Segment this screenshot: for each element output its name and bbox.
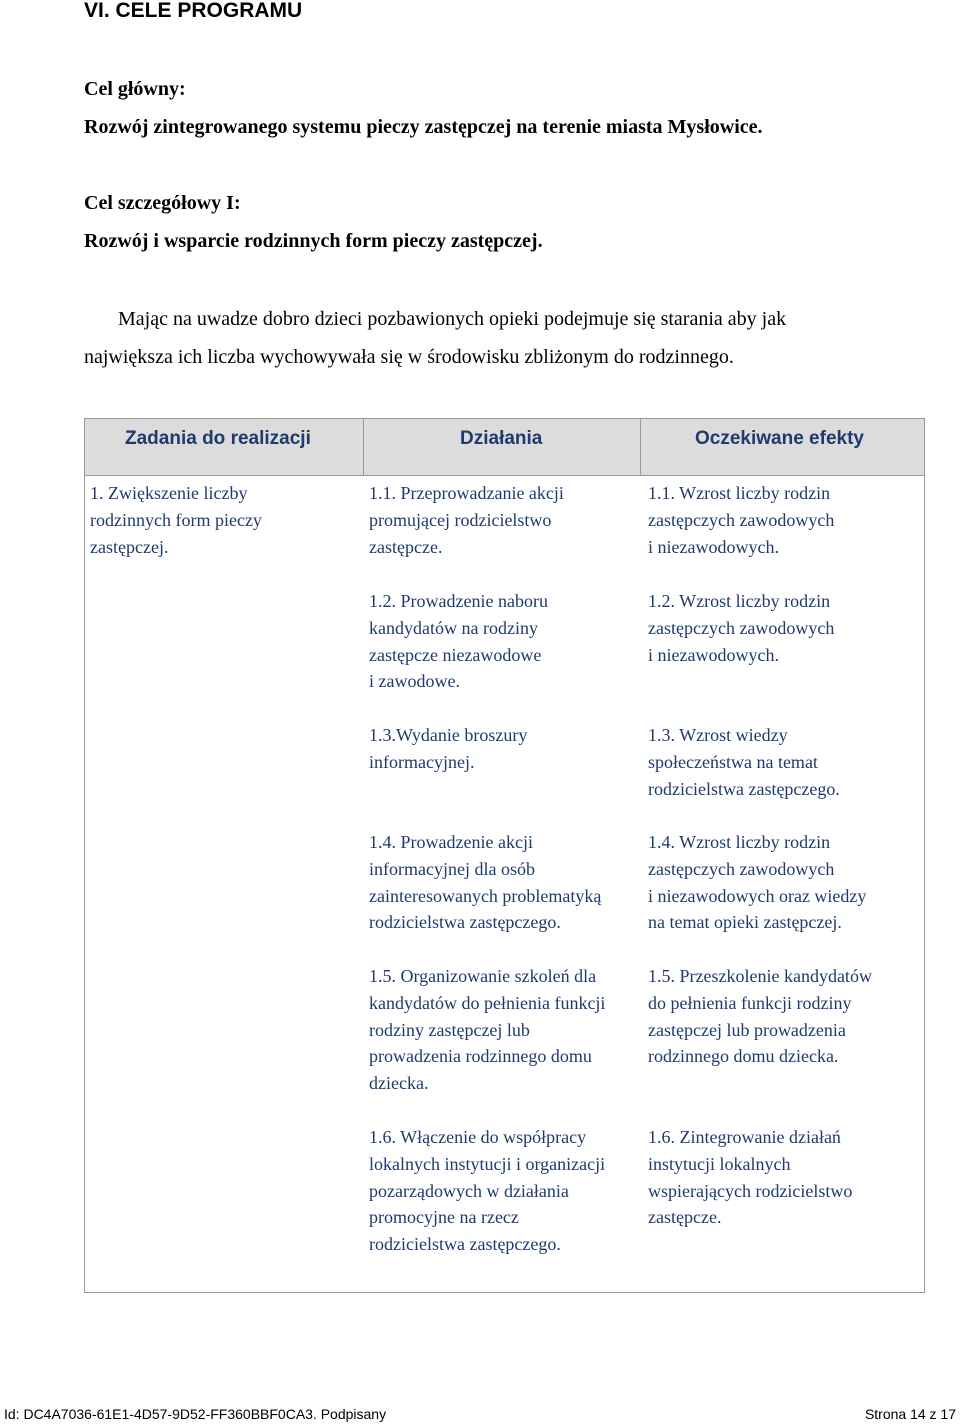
- header-divider: [640, 419, 641, 475]
- action-item: [369, 588, 548, 695]
- effect-line: rodzicielstwa zastępczego.: [648, 778, 840, 799]
- action-line: zastępcze niezawodowe: [369, 644, 542, 665]
- action-line: 1.3.Wydanie broszury: [369, 725, 528, 745]
- main-goal-text: Rozwój zintegrowanego systemu pieczy zastępczej na terenie miasta Mysłowice.: [84, 116, 763, 138]
- action-line: lokalnych instytucji i organizacji: [369, 1153, 606, 1174]
- effect-line: 1.5. Przeszkolenie kandydatów: [648, 966, 872, 986]
- intro-line: Mając na uwadze dobro dzieci pozbawionych opieki podejmuje się starania aby jak: [118, 308, 787, 330]
- specific-goal-label: Cel szczegółowy I:: [84, 192, 241, 214]
- effect-item: [648, 588, 834, 668]
- effect-line: zastępczych zawodowych: [648, 509, 835, 530]
- action-line: rodziny zastępczej lub: [369, 1019, 530, 1040]
- goals-table: [84, 418, 925, 1293]
- effect-line: instytucji lokalnych: [648, 1153, 791, 1174]
- column-header-tasks: Zadania do realizacji: [125, 428, 311, 449]
- action-line: 1.4. Prowadzenie akcji: [369, 832, 533, 852]
- task-cell: [90, 480, 262, 560]
- effect-item: [648, 963, 872, 1070]
- effect-item: [648, 480, 834, 560]
- action-line: 1.6. Włączenie do współpracy: [369, 1127, 587, 1147]
- intro-line: największa ich liczba wychowywała się w środowisku zbliżonym do rodzinnego.: [84, 346, 734, 368]
- effect-line: rodzinnego domu dziecka.: [648, 1046, 839, 1067]
- effect-line: 1.3. Wzrost wiedzy: [648, 725, 788, 745]
- action-item: [369, 480, 564, 560]
- action-line: informacyjnej dla osób: [369, 858, 535, 879]
- effect-line: 1.6. Zintegrowanie działań: [648, 1127, 841, 1147]
- action-line: promocyjne na rzecz: [369, 1207, 519, 1228]
- action-line: promującej rodzicielstwo: [369, 509, 552, 530]
- task-line: 1. Zwiększenie liczby: [90, 483, 248, 503]
- header-divider: [363, 419, 364, 475]
- task-line: rodzinnych form pieczy: [90, 509, 262, 530]
- effect-line: zastępczych zawodowych: [648, 617, 835, 638]
- action-item: [369, 829, 601, 936]
- task-line: zastępczej.: [90, 536, 169, 557]
- action-line: dziecka.: [369, 1073, 429, 1094]
- action-line: pozarządowych w działania: [369, 1180, 569, 1201]
- action-line: kandydatów na rodziny: [369, 617, 538, 638]
- action-line: 1.1. Przeprowadzanie akcji: [369, 483, 564, 503]
- effect-line: zastępczych zawodowych: [648, 858, 835, 879]
- specific-goal-text: Rozwój i wsparcie rodzinnych form pieczy zastępczej.: [84, 230, 543, 252]
- effect-line: i niezawodowych.: [648, 536, 779, 557]
- effect-line: 1.4. Wzrost liczby rodzin: [648, 832, 831, 852]
- action-line: kandydatów do pełnienia funkcji: [369, 992, 606, 1013]
- effect-line: 1.2. Wzrost liczby rodzin: [648, 591, 831, 611]
- effect-line: zastępczej lub prowadzenia: [648, 1019, 846, 1040]
- action-item: [369, 963, 605, 1097]
- effect-line: na temat opieki zastępczej.: [648, 912, 842, 933]
- footer-document-id: Id: DC4A7036-61E1-4D57-9D52-FF360BBF0CA3. Podpisany: [4, 1406, 387, 1422]
- action-line: rodzicielstwa zastępczego.: [369, 1234, 561, 1255]
- effect-line: i niezawodowych.: [648, 644, 779, 665]
- action-line: zastępcze.: [369, 536, 443, 557]
- effect-item: [648, 1124, 852, 1231]
- intro-paragraph: [84, 300, 884, 376]
- action-line: i zawodowe.: [369, 671, 460, 692]
- action-item: [369, 722, 527, 776]
- effect-item: [648, 829, 866, 936]
- section-title: VI. CELE PROGRAMU: [84, 0, 303, 22]
- effect-line: i niezawodowych oraz wiedzy: [648, 885, 867, 906]
- action-line: prowadzenia rodzinnego domu: [369, 1046, 592, 1067]
- column-header-effects: Oczekiwane efekty: [695, 428, 864, 449]
- effect-line: 1.1. Wzrost liczby rodzin: [648, 483, 831, 503]
- effect-line: społeczeństwa na temat: [648, 751, 818, 772]
- action-line: informacyjnej.: [369, 751, 475, 772]
- effect-line: do pełnienia funkcji rodziny: [648, 992, 852, 1013]
- action-line: 1.5. Organizowanie szkoleń dla: [369, 966, 597, 986]
- action-line: rodzicielstwa zastępczego.: [369, 912, 561, 933]
- action-line: 1.2. Prowadzenie naboru: [369, 591, 548, 611]
- column-header-actions: Działania: [460, 428, 543, 449]
- effect-item: [648, 722, 840, 802]
- effect-line: wspierających rodzicielstwo: [648, 1180, 853, 1201]
- table-header-row: [85, 419, 924, 476]
- effect-line: zastępcze.: [648, 1207, 722, 1228]
- main-goal-label: Cel główny:: [84, 78, 186, 100]
- footer-page-number: Strona 14 z 17: [864, 1406, 956, 1422]
- action-item: [369, 1124, 605, 1258]
- action-line: zainteresowanych problematyką: [369, 885, 602, 906]
